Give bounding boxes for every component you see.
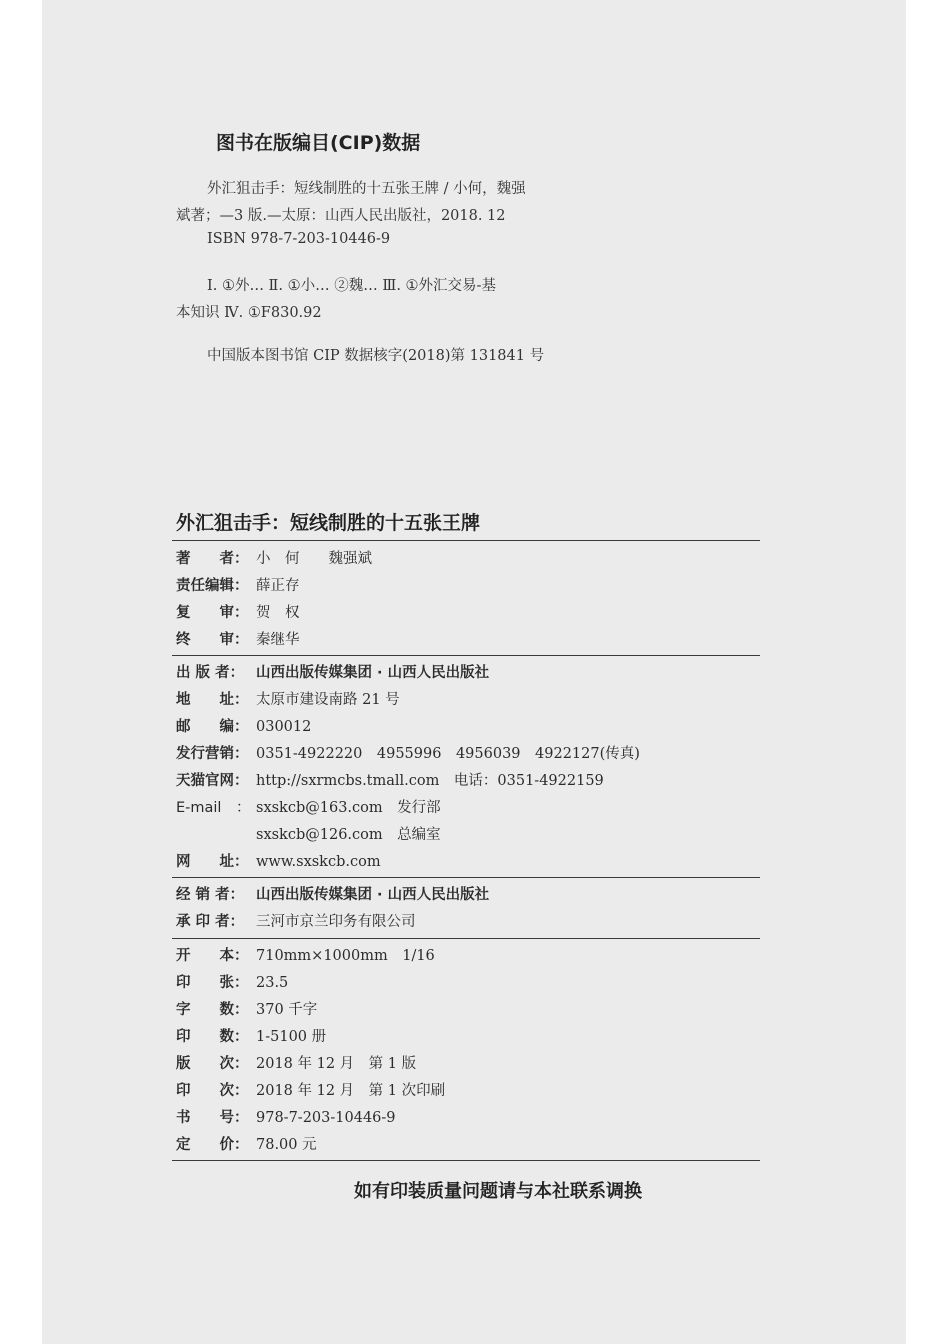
spec-value: 2018 年 12 月 第 1 版	[256, 1056, 417, 1072]
spec-row	[176, 1107, 396, 1129]
quality-notice: 如有印装质量问题请与本社联系调换	[354, 1181, 642, 1202]
publisher-row	[176, 851, 381, 873]
spec-value: 978-7-203-10446-9	[256, 1110, 396, 1126]
cip-line-4: Ⅰ. ①外… Ⅱ. ①小… ②魏… Ⅲ. ①外汇交易-基	[207, 278, 496, 294]
publisher-label: 天猫官网：	[176, 773, 249, 789]
credit-label: 终 审：	[176, 632, 249, 648]
cip-line-2: 斌著；—3 版.—太原：山西人民出版社，2018. 12	[176, 208, 506, 224]
spec-value: 370 千字	[256, 1002, 318, 1018]
distribution-row	[176, 884, 489, 906]
spec-label: 字 数：	[176, 1002, 249, 1018]
spec-row	[176, 1134, 317, 1156]
spec-row	[176, 1026, 326, 1048]
book-title: 外汇狙击手：短线制胜的十五张王牌	[176, 512, 481, 534]
spec-value: 2018 年 12 月 第 1 次印刷	[256, 1083, 446, 1099]
publisher-row	[176, 689, 400, 711]
publisher-row	[176, 743, 640, 765]
cip-line-6: 中国版本图书馆 CIP 数据核字(2018)第 131841 号	[207, 348, 545, 364]
publisher-row	[176, 824, 441, 846]
cip-line-3: ISBN 978-7-203-10446-9	[207, 231, 391, 247]
spec-label: 书 号：	[176, 1110, 249, 1126]
publisher-value: sxskcb@163.com 发行部	[256, 800, 441, 816]
section-divider	[172, 655, 760, 656]
spec-label: 印 数：	[176, 1029, 249, 1045]
publisher-label: E-mail ：	[176, 800, 251, 816]
spec-label: 定 价：	[176, 1137, 249, 1153]
publisher-row	[176, 797, 441, 819]
publisher-value: www.sxskcb.com	[256, 854, 381, 870]
spec-value: 78.00 元	[256, 1137, 317, 1153]
section-divider	[172, 938, 760, 939]
spec-label: 版 次：	[176, 1056, 249, 1072]
spec-row	[176, 1080, 445, 1102]
publisher-value: sxskcb@126.com 总编室	[256, 827, 441, 843]
credit-label: 责任编辑：	[176, 578, 249, 594]
publisher-label: 网 址：	[176, 854, 249, 870]
credit-value: 贺 权	[256, 605, 300, 621]
credit-value: 秦继华	[256, 632, 300, 648]
publisher-value: 太原市建设南路 21 号	[256, 692, 400, 708]
cip-heading: 图书在版编目(CIP)数据	[216, 132, 421, 154]
credit-label: 著 者：	[176, 551, 249, 567]
spec-value: 710mm×1000mm 1/16	[256, 948, 435, 964]
credit-row	[176, 575, 300, 597]
spec-row	[176, 945, 435, 967]
distribution-label: 承 印 者：	[176, 914, 245, 930]
distribution-value: 三河市京兰印务有限公司	[256, 914, 416, 930]
publisher-row	[176, 716, 311, 738]
spec-value: 1-5100 册	[256, 1029, 327, 1045]
publisher-row	[176, 662, 489, 684]
publisher-label: 出 版 者：	[176, 665, 245, 681]
credit-row	[176, 602, 300, 624]
credit-row	[176, 629, 300, 651]
credit-value: 薛正存	[256, 578, 300, 594]
credit-label: 复 审：	[176, 605, 249, 621]
publisher-value: 山西出版传媒集团 · 山西人民出版社	[256, 665, 490, 681]
credit-value: 小 何 魏强斌	[256, 551, 372, 567]
section-divider	[172, 877, 760, 878]
distribution-row	[176, 911, 416, 933]
section-divider	[172, 1160, 760, 1161]
publisher-value: http://sxrmcbs.tmall.com 电话：0351-4922159	[256, 773, 604, 789]
cip-line-5: 本知识 Ⅳ. ①F830.92	[176, 305, 322, 321]
distribution-label: 经 销 者：	[176, 887, 245, 903]
publisher-value: 0351-4922220 4955996 4956039 4922127(传真)	[256, 746, 640, 762]
publisher-label: 地 址：	[176, 692, 249, 708]
title-divider	[172, 540, 760, 541]
publisher-value: 030012	[256, 719, 312, 735]
cip-line-1: 外汇狙击手：短线制胜的十五张王牌 / 小何，魏强	[207, 181, 526, 197]
publisher-label: 邮 编：	[176, 719, 249, 735]
publisher-label: 发行营销：	[176, 746, 249, 762]
publisher-row	[176, 770, 604, 792]
spec-row	[176, 1053, 416, 1075]
spec-label: 开 本：	[176, 948, 249, 964]
spec-label: 印 张：	[176, 975, 249, 991]
credit-row	[176, 548, 372, 570]
spec-value: 23.5	[256, 975, 289, 991]
spec-row	[176, 972, 288, 994]
spec-row	[176, 999, 317, 1021]
spec-label: 印 次：	[176, 1083, 249, 1099]
distribution-value: 山西出版传媒集团 · 山西人民出版社	[256, 887, 490, 903]
